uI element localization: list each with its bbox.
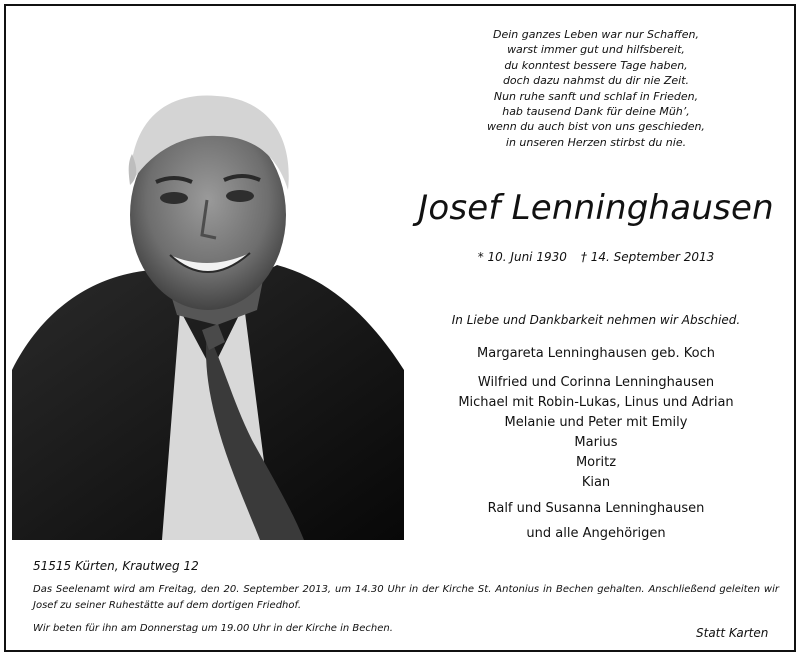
portrait-illustration [12,70,404,540]
mourner-name: Michael mit Robin-Lukas, Linus und Adrian [458,395,734,410]
obituary-notice [4,4,796,652]
portrait-photo [12,70,404,540]
prayer-info: Wir beten für ihn am Donnerstag um 19.00 Uhr in der Kirche in Bechen. [33,623,393,634]
mourner-name: Kian [581,475,611,490]
mourner-name: Wilfried und Corinna Lenninghausen [477,375,715,390]
mourner-name: und alle Angehörigen [526,526,666,541]
death-date: † 14. September 2013 [580,250,715,264]
poem-line: Dein ganzes Leben war nur Schaffen, [493,28,699,41]
mourner-name: Moritz [575,455,617,470]
farewell-intro: In Liebe und Dankbarkeit nehmen wir Abschied. [451,313,741,327]
statt-karten-note: Statt Karten [696,626,769,640]
mourner-name: Ralf und Susanna Lenninghausen [487,501,705,516]
poem-line: wenn du auch bist von uns geschieden, [487,120,705,134]
poem-line: in unseren Herzen stirbst du nie. [505,135,687,149]
memorial-poem [446,27,746,150]
poem-line: Nun ruhe sanft und schlaf in Frieden, [493,89,699,103]
deceased-name: Josef Lenninghausen [418,188,774,228]
poem-line: du konntest bessere Tage haben, [504,58,688,72]
poem-line: warst immer gut und hilfsbereit, [507,43,685,57]
life-dates [436,248,756,266]
mourner-name: Marius [574,435,618,450]
family-address: 51515 Kürten, Krautweg 12 [33,559,199,573]
mourners-list [426,344,766,544]
mourner-name: Margareta Lenninghausen geb. Koch [477,346,715,361]
birth-date: * 10. Juni 1930 [477,250,567,264]
mourner-name: Melanie und Peter mit Emily [504,415,688,430]
funeral-service-info: Das Seelenamt wird am Freitag, den 20. September 2013, um 14.30 Uhr in der Kirche St. Antonius in Bechen gehalten. Anschließend geleiten wir Josef zu seiner Ruhestätte auf dem dortigen Friedhof. [33,584,779,611]
poem-line: doch dazu nahmst du dir nie Zeit. [502,74,690,88]
poem-line: hab tausend Dank für deine Müh’, [502,105,690,119]
